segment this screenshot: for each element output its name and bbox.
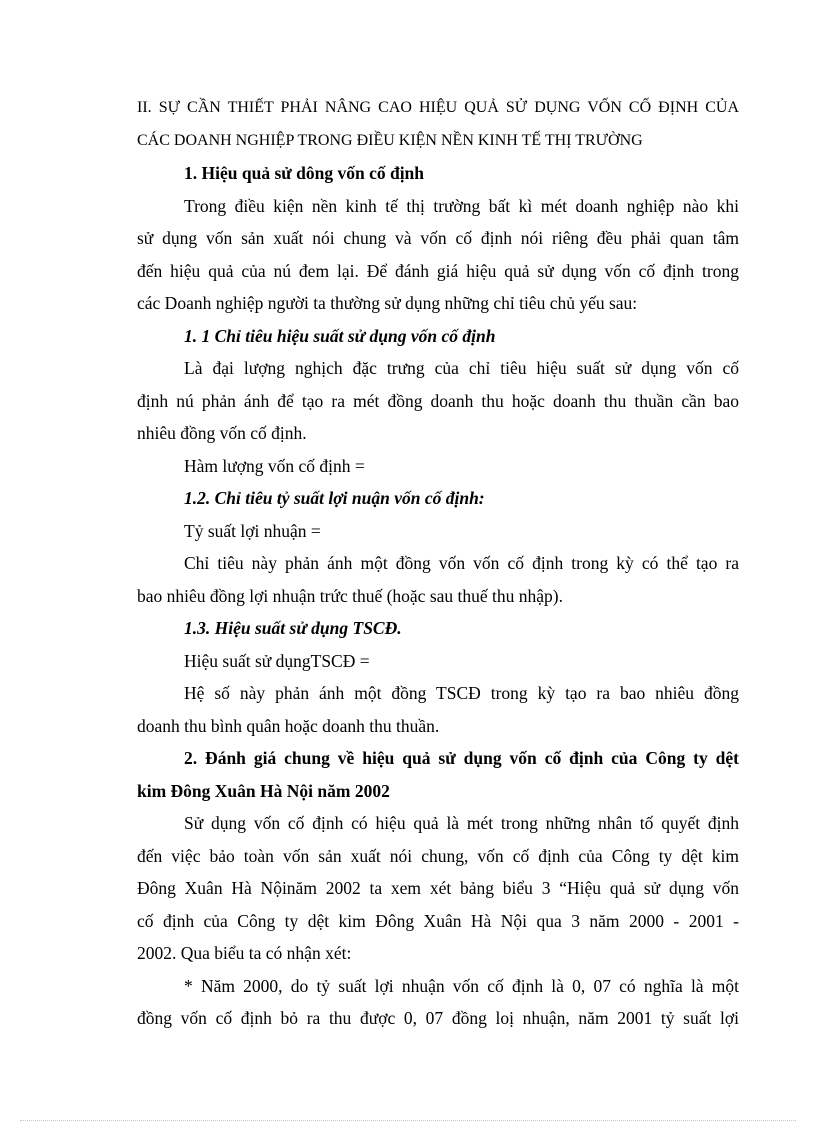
paragraph-line: * Năm 2000, do tỷ suất lợi nhuận vốn cố định là 0, 07 có nghĩa là một (184, 975, 739, 996)
paragraph-line: bao nhiêu đồng lợi nhuận trức thuế (hoặc sau thuế thu nhập). (137, 585, 563, 606)
formula-profit-ratio: Tỷ suất lợi nhuận = (184, 520, 321, 541)
paragraph-line: Hệ số này phản ánh một đồng TSCĐ trong kỳ tạo ra bao nhiêu đồng (184, 683, 739, 703)
page-divider (20, 1120, 796, 1121)
formula-fixed-capital-ratio: Hàm lượng vốn cố định = (184, 455, 365, 476)
section-title-continued: CÁC DOANH NGHIỆP TRONG ĐIỀU KIỆN NỀN KINH TẾ THỊ TRƯỜNG (137, 131, 643, 149)
heading-1: 1. Hiệu quả sử dông vốn cố định (184, 163, 425, 183)
paragraph-line: đến hiệu quả của nú đem lại. Để đánh giá hiệu quả sử dụng vốn cố định trong (137, 260, 739, 281)
heading-2: 2. Đánh giá chung về hiệu quả sử dụng vốn cố định của Công ty dệt (184, 748, 739, 768)
paragraph-line: định nú phản ánh để tạo ra mét đồng doanh thu hoặc doanh thu thuần cần bao (137, 390, 739, 411)
paragraph-line: đồng vốn cố định bỏ ra thu được 0, 07 đồng loị nhuận, năm 2001 tỷ suất lợi (137, 1008, 739, 1028)
heading-1-1: 1. 1 Chỉ tiêu hiệu suất sử dụng vốn cố định (184, 325, 496, 346)
paragraph-line: doanh thu bình quân hoặc doanh thu thuần. (137, 715, 440, 736)
paragraph-line: cố định của Công ty dệt kim Đông Xuân Hà Nội qua 3 năm 2000 - 2001 - (137, 910, 739, 931)
heading-2-continued: kim Đông Xuân Hà Nội năm 2002 (137, 780, 390, 801)
section-title: II. SỰ CẦN THIẾT PHẢI NÂNG CAO HIỆU QUẢ SỬ DỤNG VỐN CỐ ĐỊNH CỦA (137, 99, 739, 116)
paragraph-line: Là đại lượng nghịch đặc trưng của chỉ tiêu hiệu suất sử dụng vốn cố (184, 358, 739, 378)
paragraph-line: Trong điều kiện nền kinh tế thị trường bất kì mét doanh nghiệp nào khi (184, 195, 739, 216)
paragraph-line: sử dụng vốn sản xuất nói chung và vốn cố định nói riêng đều phải quan tâm (137, 228, 739, 248)
document-body (137, 92, 739, 1035)
paragraph-line: nhiêu đồng vốn cố định. (137, 423, 307, 443)
paragraph-line: Chỉ tiêu này phản ánh một đồng vốn vốn cố định trong kỳ có thể tạo ra (184, 553, 739, 573)
formula-asset-efficiency: Hiệu suất sử dụngTSCĐ = (184, 650, 370, 671)
paragraph-line: đến việc bảo toàn vốn sản xuất nói chung, vốn cố định của Công ty dệt kim (137, 845, 739, 866)
paragraph-line: các Doanh nghiệp người ta thường sử dụng những chỉ tiêu chủ yếu sau: (137, 293, 638, 313)
paragraph-line: 2002. Qua biểu ta có nhận xét: (137, 943, 352, 963)
paragraph-line: Sử dụng vốn cố định có hiệu quả là mét trong những nhân tố quyết định (184, 813, 739, 833)
paragraph-line: Đông Xuân Hà Nộinăm 2002 ta xem xét bảng biểu 3 “Hiệu quả sử dụng vốn (137, 878, 739, 898)
heading-1-3: 1.3. Hiệu suất sử dụng TSCĐ. (184, 618, 402, 638)
heading-1-2: 1.2. Chỉ tiêu tỷ suất lợi nuận vốn cố định: (184, 488, 485, 508)
